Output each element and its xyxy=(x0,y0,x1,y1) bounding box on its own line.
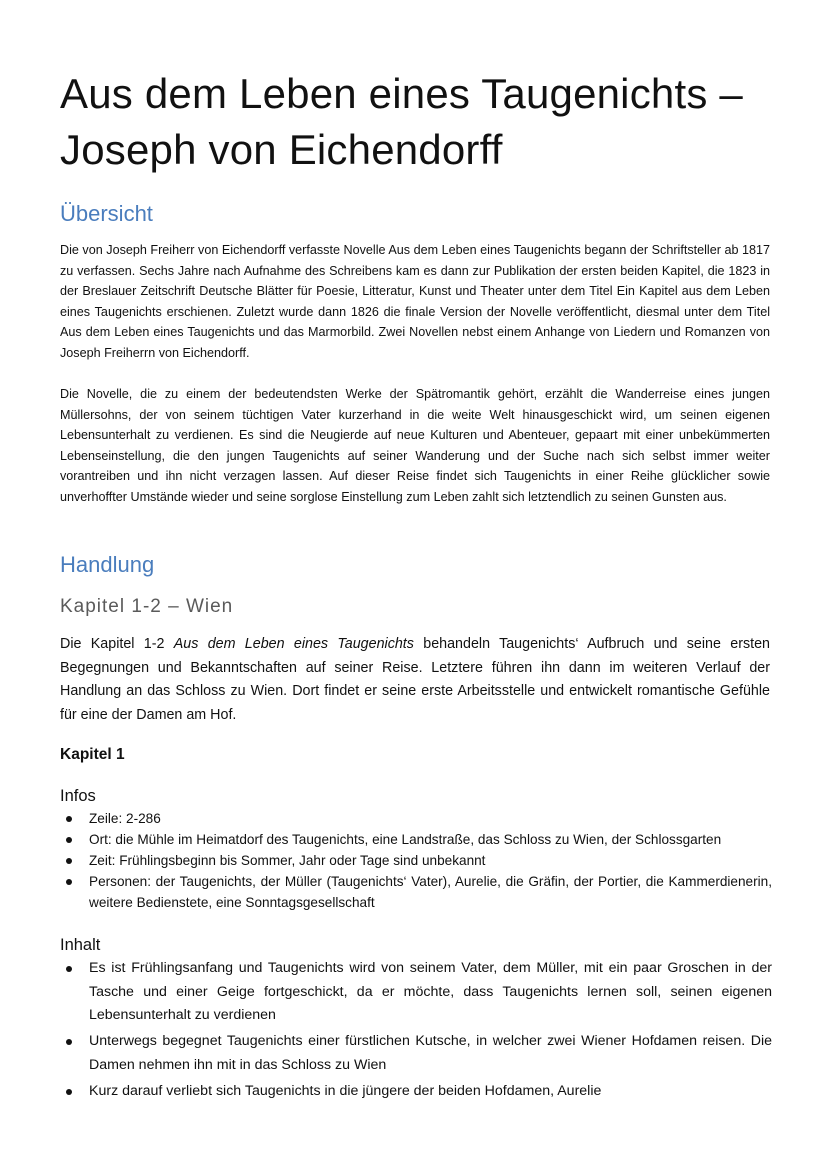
plot-heading: Handlung xyxy=(60,552,155,577)
infos-heading: Infos xyxy=(60,787,96,805)
overview-paragraph-2: Die Novelle, die zu einem der bedeutendsten Werke der Spätromantik gehört, erzählt die Wanderreise eines jungen Müllersohns, der von seinem tüchtigen Vater kurzerhand in die weite Welt hinausgeschickt wird, um seinen eigenen Lebensunterhalt zu verdienen. Es sind die Neugierde auf neue Kulturen und Abenteuer, gepaart mit einer unbekümmerten Lebenseinstellung, die den jungen Taugenichts auf seiner Wanderung und der Suche nach sich selbst immer weiter vorantreiben und ihn nicht verzagen lassen. Auf dieser Reise findet sich Taugenichts in einer Reihe glücklicher sowie unverhoffter Umstände wieder und seine sorglose Einstellung zum Leben zahlt sich letztendlich zu seinen Gunsten aus. xyxy=(60,387,770,504)
chapter-1-heading: Kapitel 1 xyxy=(60,746,125,763)
infos-list-item: Personen: der Taugenichts, der Müller (Taugenichts‘ Vater), Aurelie, die Gräfin, der Portier, die Kammerdienerin, weitere Bedienstete, eine Sonntagsgesellschaft xyxy=(60,871,772,913)
plot-intro-text-start: Die Kapitel 1-2 xyxy=(60,636,174,652)
infos-list xyxy=(60,808,772,913)
content-list-item: Es ist Frühlingsanfang und Taugenichts wird von seinem Vater, dem Müller, mit ein paar Groschen in der Tasche und einer Geige fortgeschickt, da er möchte, dass Taugenichts lernen soll, seinen eigenen Lebensunterhalt zu verdienen xyxy=(60,957,772,1028)
plot-intro-book-title: Aus dem Leben eines Taugenichts xyxy=(173,636,414,652)
infos-list-item: Ort: die Mühle im Heimatdorf des Taugenichts, eine Landstraße, das Schloss zu Wien, der Schlossgarten xyxy=(60,829,772,850)
document-title: Aus dem Leben eines Taugenichts – Joseph von Eichendorff xyxy=(60,70,743,173)
content-list-item: Unterwegs begegnet Taugenichts einer fürstlichen Kutsche, in welcher zwei Wiener Hofdamen reisen. Die Damen nehmen ihn mit in das Schloss zu Wien xyxy=(60,1030,772,1077)
chapter-range-subheading: Kapitel 1-2 – Wien xyxy=(60,596,234,617)
content-heading: Inhalt xyxy=(60,936,101,954)
content-list-item: Kurz darauf verliebt sich Taugenichts in die jüngere der beiden Hofdamen, Aurelie xyxy=(60,1080,772,1104)
content-list xyxy=(60,957,772,1106)
plot-intro-text-end: behandeln Taugenichts‘ Aufbruch und seine ersten Begegnungen und Bekanntschaften auf seiner Reise. Letztere führen ihn dann im weiteren Verlauf der Handlung an das Schloss zu Wien. Dort findet er seine erste Arbeitsstelle und entwickelt romantische Gefühle für eine der Damen am Hof. xyxy=(60,636,770,723)
infos-list-item: Zeile: 2-286 xyxy=(60,808,772,829)
overview-paragraph-1: Die von Joseph Freiherr von Eichendorff verfasste Novelle Aus dem Leben eines Taugenichts begann der Schriftsteller ab 1817 zu verfassen. Sechs Jahre nach Aufnahme des Schreibens kam es dann zur Publikation der ersten beiden Kapitel, die 1823 in der Breslauer Zeitschrift Deutsche Blätter für Poesie, Litteratur, Kunst und Theater unter dem Titel Ein Kapitel aus dem Leben eines Taugenichts erschienen. Zuletzt wurde dann 1826 die finale Version der Novelle veröffentlicht, diesmal unter dem Titel Aus dem Leben eines Taugenichts und das Marmorbild. Zwei Novellen nebst einem Anhange von Liedern und Romanzen von Joseph Freiherrn von Eichendorff. xyxy=(60,243,770,360)
overview-heading: Übersicht xyxy=(60,201,153,226)
plot-intro-paragraph xyxy=(60,633,770,727)
infos-list-item: Zeit: Frühlingsbeginn bis Sommer, Jahr oder Tage sind unbekannt xyxy=(60,850,772,871)
